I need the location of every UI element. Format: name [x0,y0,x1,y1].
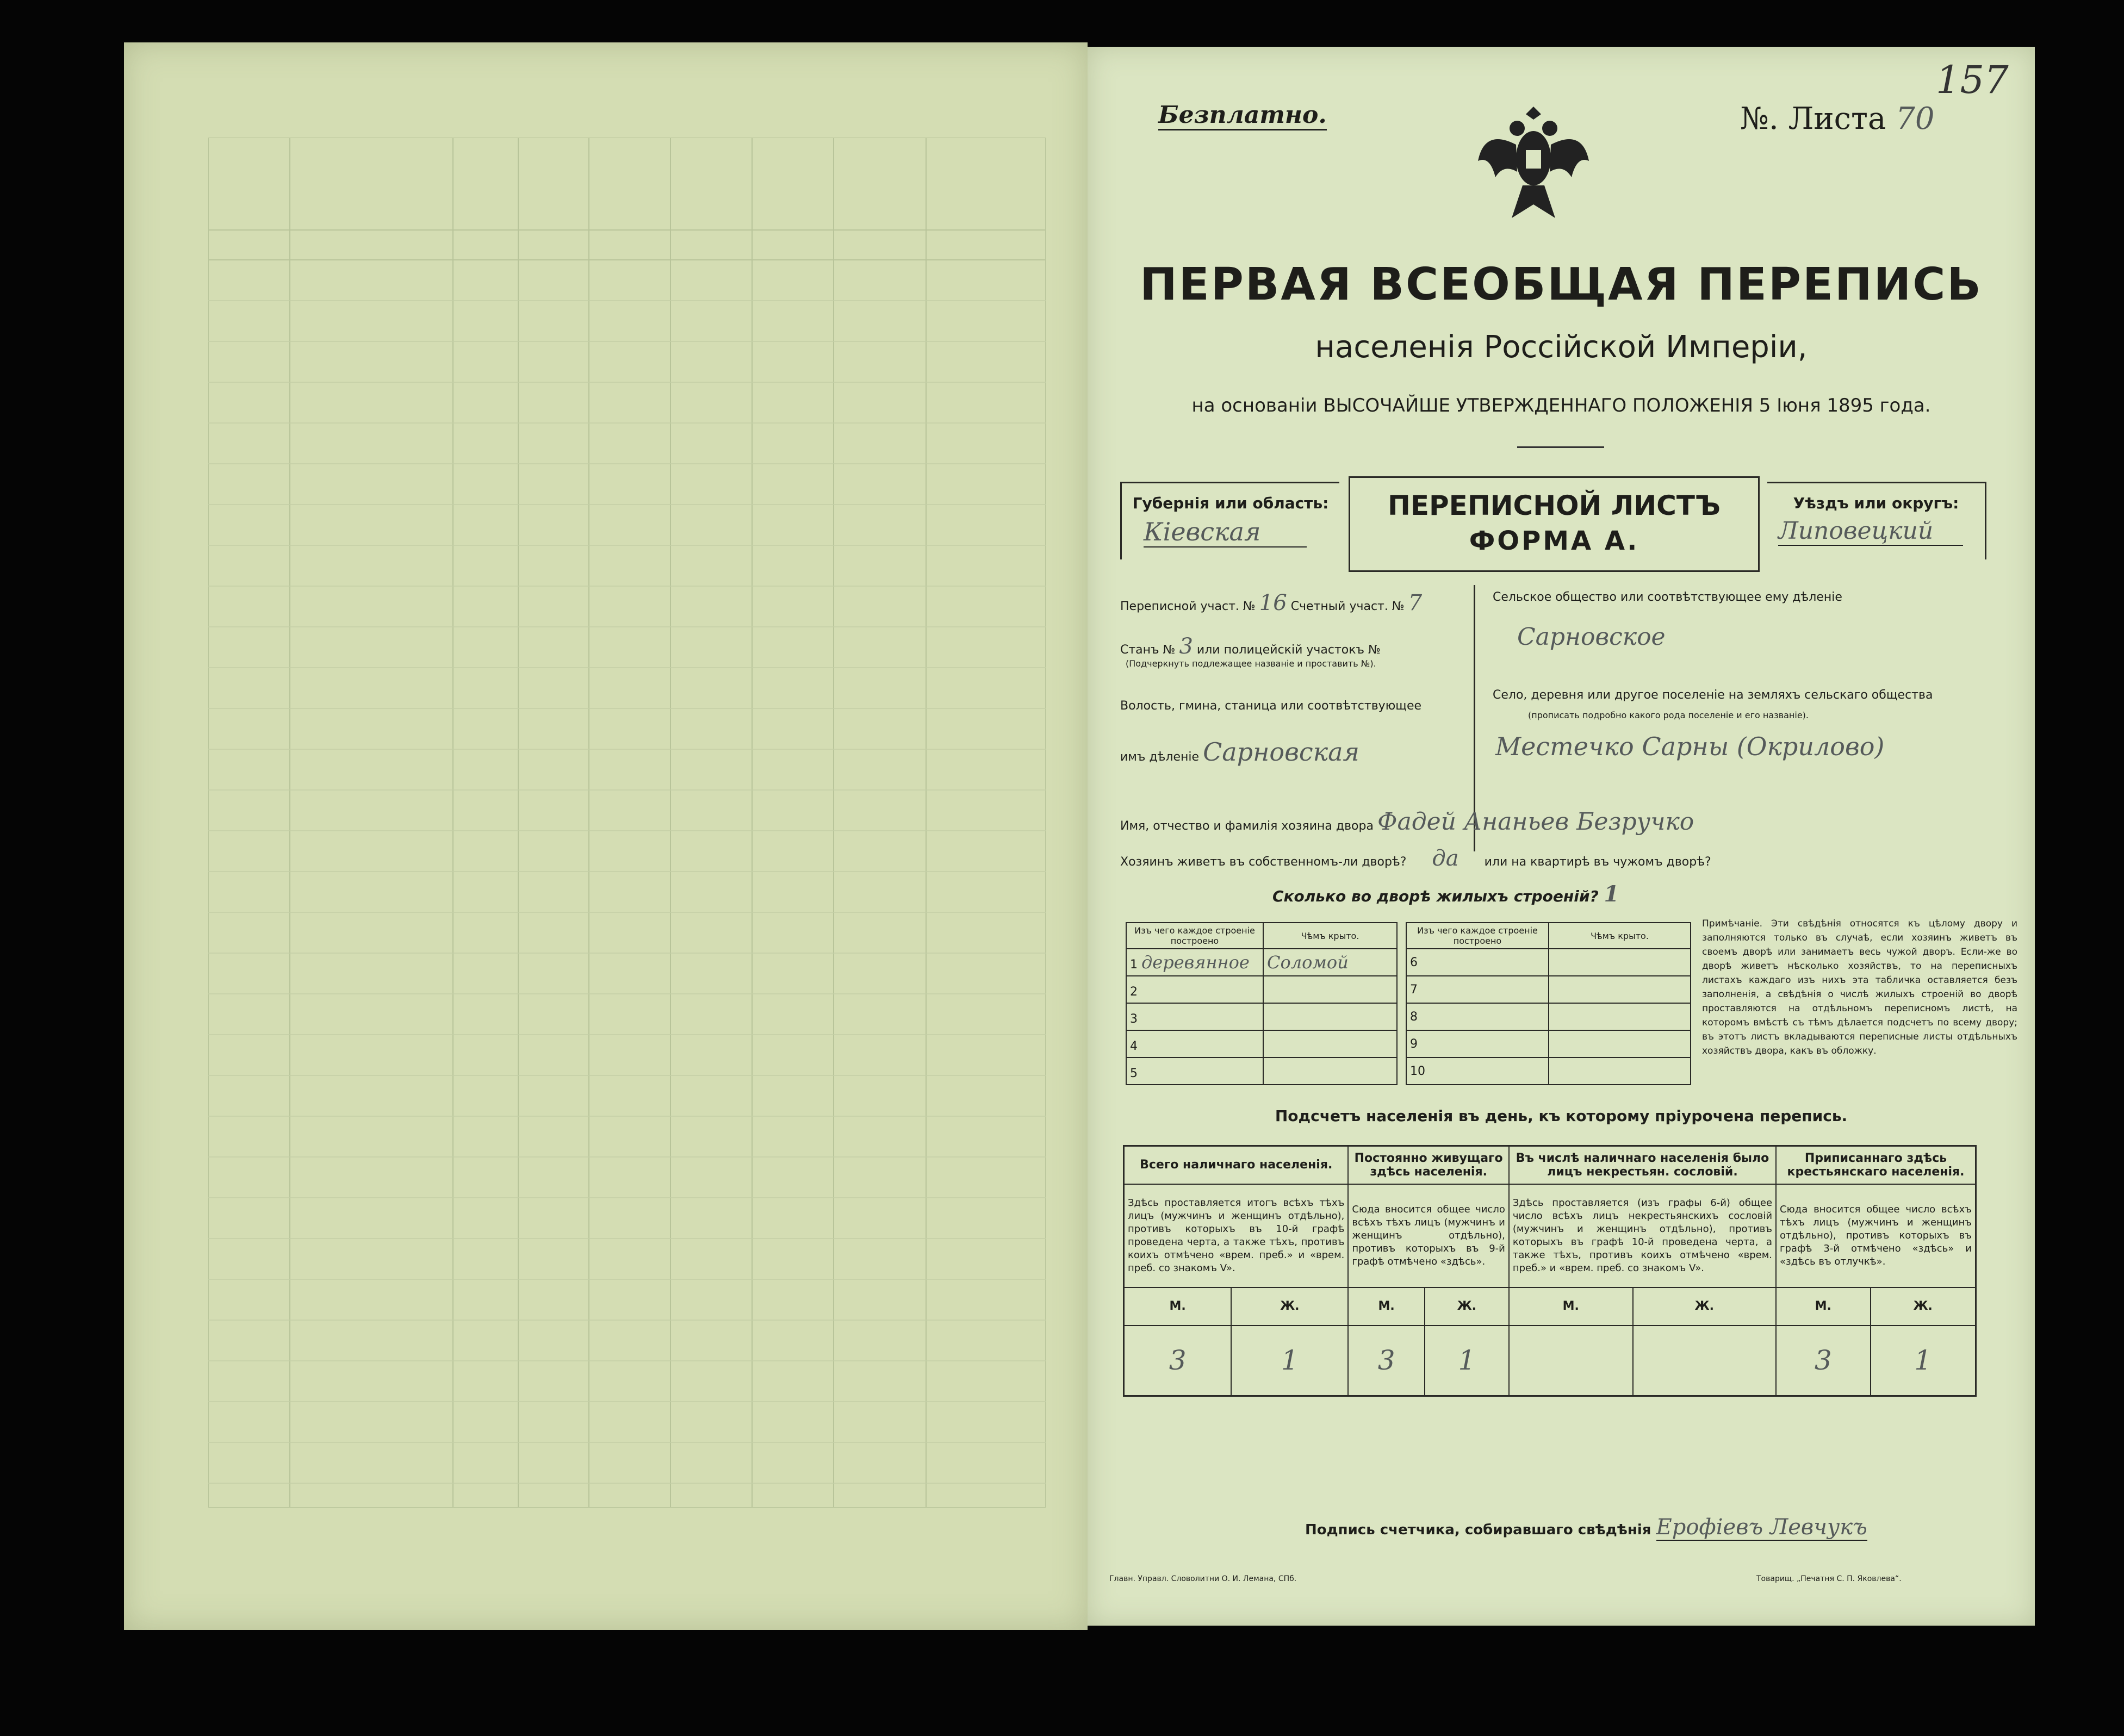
volost-label: Волость, гмина, станица или соотвѣтствующее [1120,699,1422,713]
building-roof-cell [1549,976,1691,1003]
stan-field [1120,634,1468,659]
stan-label: Станъ № [1120,643,1176,657]
form-title: ПЕРВАЯ ВСЕОБЩАЯ ПЕРЕПИСЬ [1140,259,1983,310]
count-title: Подсчетъ населенія въ день, къ которому пріурочена перепись. [1275,1107,1848,1125]
owner-name-field [1120,808,2017,836]
building-row [1126,949,1397,976]
census-form-page [1088,47,2035,1626]
building-roof-cell [1263,1003,1397,1030]
building-material-cell: 2 [1126,976,1263,1003]
society-value: Сарновское [1517,623,1666,651]
building-roof-cell [1263,1030,1397,1057]
building-roof-cell [1549,1003,1691,1030]
volost-field [1120,737,1468,767]
count-column-description: Здѣсь проставляется (изъ графы 6-й) общее число всѣхъ лицъ некрестьянскихъ сословій (мужчинъ и женщинъ отдѣльно), противъ которыхъ въ графѣ 10-й проведена черта, а также тѣхъ, противъ коихъ отмѣчено «врем. преб.» и «врем. преб. со знакомъ V». [1509,1184,1776,1287]
count-column-description: Сюда вносится общее число всѣхъ тѣхъ лицъ (мужчинъ и женщинъ отдѣльно), противъ которыхъ въ 9-й графѣ отмѣчено «здѣсь». [1348,1184,1508,1287]
count-column-header: Въ числѣ наличнаго населенія было лицъ некрестьян. сословій. [1509,1146,1776,1184]
female-header: Ж. [1231,1287,1348,1326]
female-header: Ж. [1633,1287,1776,1326]
material-header-2: Изъ чего каждое строеніе построено [1406,923,1549,949]
rented-label: или на квартирѣ въ чужомъ дворѣ? [1484,855,1711,869]
building-material-cell: 4 [1126,1030,1263,1057]
building-row [1126,1003,1397,1030]
building-roof-cell [1549,1057,1691,1085]
count-column-header: Всего наличнаго населенія. [1124,1146,1349,1184]
sheet-number-value: 70 [1896,101,1935,136]
double-headed-eagle-icon [1474,96,1593,226]
building-material-cell: 5 [1126,1057,1263,1085]
count-column-header: Приписаннаго здѣсь крестьянскаго населенія. [1776,1146,1976,1184]
village-note: (прописать подробно какого рода поселеніе и его названіе). [1528,710,1809,720]
census-area-value: 16 [1259,590,1287,615]
police-district-label: или полицейскій участокъ № [1196,643,1381,657]
buildings-count-value: 1 [1604,881,1619,907]
building-roof-cell [1263,1057,1397,1085]
building-row [1126,1057,1397,1085]
count-area-value: 7 [1408,590,1423,615]
census-area-label: Переписной участ. № [1120,600,1256,613]
count-column-header: Постоянно живущаго здѣсь населенія. [1348,1146,1508,1184]
roof-header-2: Чѣмъ крыто. [1549,923,1691,949]
stan-value: 3 [1179,634,1193,659]
building-material-cell: 1 деревянное [1126,949,1263,976]
own-yard-field [1120,846,2017,871]
district-value: Липовецкий [1778,517,1963,546]
village-value: Местечко Сарны (Окрилово) [1495,732,1885,761]
left-page-blank-grid [124,42,1088,1630]
society-label: Сельское общество или соотвѣтствующее ему дѣленіе [1493,590,1842,604]
building-material-cell: 8 [1406,1003,1549,1030]
owner-name-label: Имя, отчество и фамилія хозяина двора [1120,819,1374,833]
male-header: М. [1124,1287,1232,1326]
building-roof-cell [1549,1030,1691,1057]
buildings-table-left [1126,922,1398,1085]
census-area-field [1120,590,1468,615]
male-header: М. [1776,1287,1870,1326]
volost-value: Сарновская [1203,737,1360,767]
form-basis: на основаніи ВЫСОЧАЙШЕ УТВЕРЖДЕННАГО ПОЛОЖЕНІЯ 5 Іюня 1895 года. [1191,395,1931,416]
building-roof-cell [1263,976,1397,1003]
male-count: 3 [1776,1326,1870,1396]
census-sheet-title: ПЕРЕПИСНОЙ ЛИСТЪ [1388,490,1721,521]
building-material-cell: 10 [1406,1057,1549,1085]
building-material-cell: 3 [1126,1003,1263,1030]
own-yard-label: Хозяинъ живетъ въ собственномъ-ли дворѣ? [1120,855,1407,869]
district-label: Уѣздъ или округъ: [1793,494,1959,512]
male-header: М. [1348,1287,1424,1326]
female-header: Ж. [1871,1287,1976,1326]
building-material-cell: 7 [1406,976,1549,1003]
material-header: Изъ чего каждое строеніе построено [1126,923,1263,949]
buildings-count-label: Сколько во дворѣ жилыхъ строеній? [1272,887,1599,905]
underline-instruction: (Подчеркнуть подлежащее названіе и проставить №). [1126,658,1376,669]
sheet-number-label: №. Листа [1740,101,1886,136]
building-row [1406,976,1691,1003]
form-subtitle: населенія Россійской Имперіи, [1315,329,1808,365]
signature-label: Подпись счетчика, собиравшаго свѣдѣнія [1305,1522,1651,1538]
roof-header: Чѣмъ крыто. [1263,923,1397,949]
building-row [1406,1003,1691,1030]
own-yard-value: да [1432,846,1459,871]
signature-value: Ерофіевъ Левчукъ [1656,1515,1867,1540]
village-label: Село, деревня или другое поселеніе на земляхъ сельскаго общества [1493,688,1933,702]
building-row [1406,1057,1691,1085]
male-header: М. [1509,1287,1633,1326]
building-roof-cell [1549,949,1691,976]
owner-name-value: Фадей Ананьев Безручко [1377,808,1694,836]
building-roof-cell: Соломой [1263,949,1397,976]
printer-left: Главн. Управл. Словолитни О. И. Лемана, СПб. [1109,1575,1297,1583]
archive-page-number: 157 [1936,58,2009,102]
female-count: 1 [1871,1326,1976,1396]
building-row [1126,1030,1397,1057]
sheet-number [1740,101,1934,136]
form-type-box [1349,476,1760,572]
building-material-cell: 9 [1406,1030,1549,1057]
building-row [1126,976,1397,1003]
female-header: Ж. [1425,1287,1509,1326]
building-row [1406,1030,1691,1057]
female-count [1633,1326,1776,1396]
male-count: 3 [1348,1326,1424,1396]
free-label: Безплатно. [1158,101,1327,130]
building-material-cell: 6 [1406,949,1549,976]
building-row [1406,949,1691,976]
buildings-table-right [1406,922,1691,1085]
male-count: 3 [1124,1326,1232,1396]
buildings-note: Примѣчаніе. Эти свѣдѣнія относятся къ цѣлому двору и заполняются только въ случаѣ, если хозяинъ живетъ въ своемъ дворѣ или занимаетъ весь чужой дворъ. Если-же во дворѣ живетъ нѣсколько хозяйствъ, то на переписныхъ листахъ каждаго изъ нихъ эта табличка оставляется безъ заполненія, а свѣдѣнія о числѣ жилыхъ строеній во дворѣ проставляются на отдѣльномъ переписномъ листѣ, на которомъ вмѣстѣ съ тѣмъ дѣлается подсчетъ по всему двору; въ этотъ листъ вкладываются переписные листы отдѣльныхъ хозяйствъ двора, какъ въ обложку. [1702,918,2017,1056]
district-box [1767,482,1986,559]
population-count-table [1123,1145,1977,1397]
buildings-count-field [1272,881,1871,907]
count-area-label: Счетный участ. № [1290,600,1405,613]
province-box [1120,482,1339,559]
province-value: Кіевская [1144,517,1307,547]
count-column-description: Сюда вносится общее число всѣхъ тѣхъ лицъ (мужчинъ и женщинъ отдѣльно), противъ которыхъ въ графѣ 3-й отмѣчено «здѣсь» и «здѣсь въ отлучкѣ». [1776,1184,1976,1287]
signature-field [1305,1515,1958,1540]
volost-label-cont: имъ дѣленіе [1120,750,1200,764]
left-page-grid [208,138,1046,1508]
province-label: Губернія или область: [1132,494,1329,512]
count-column-description: Здѣсь проставляется итогъ всѣхъ тѣхъ лицъ (мужчинъ и женщинъ отдѣльно), противъ которыхъ въ 10-й графѣ проведена черта, а также тѣхъ, противъ коихъ отмѣчено «врем. преб.» и «врем. преб. со знакомъ V». [1124,1184,1349,1287]
female-count: 1 [1231,1326,1348,1396]
female-count: 1 [1425,1326,1509,1396]
male-count [1509,1326,1633,1396]
ornament-divider [1517,446,1604,448]
printer-right: Товарищ. „Печатня С. П. Яковлева“. [1756,1575,1902,1583]
form-a-label: ФОРМА А. [1469,526,1639,556]
